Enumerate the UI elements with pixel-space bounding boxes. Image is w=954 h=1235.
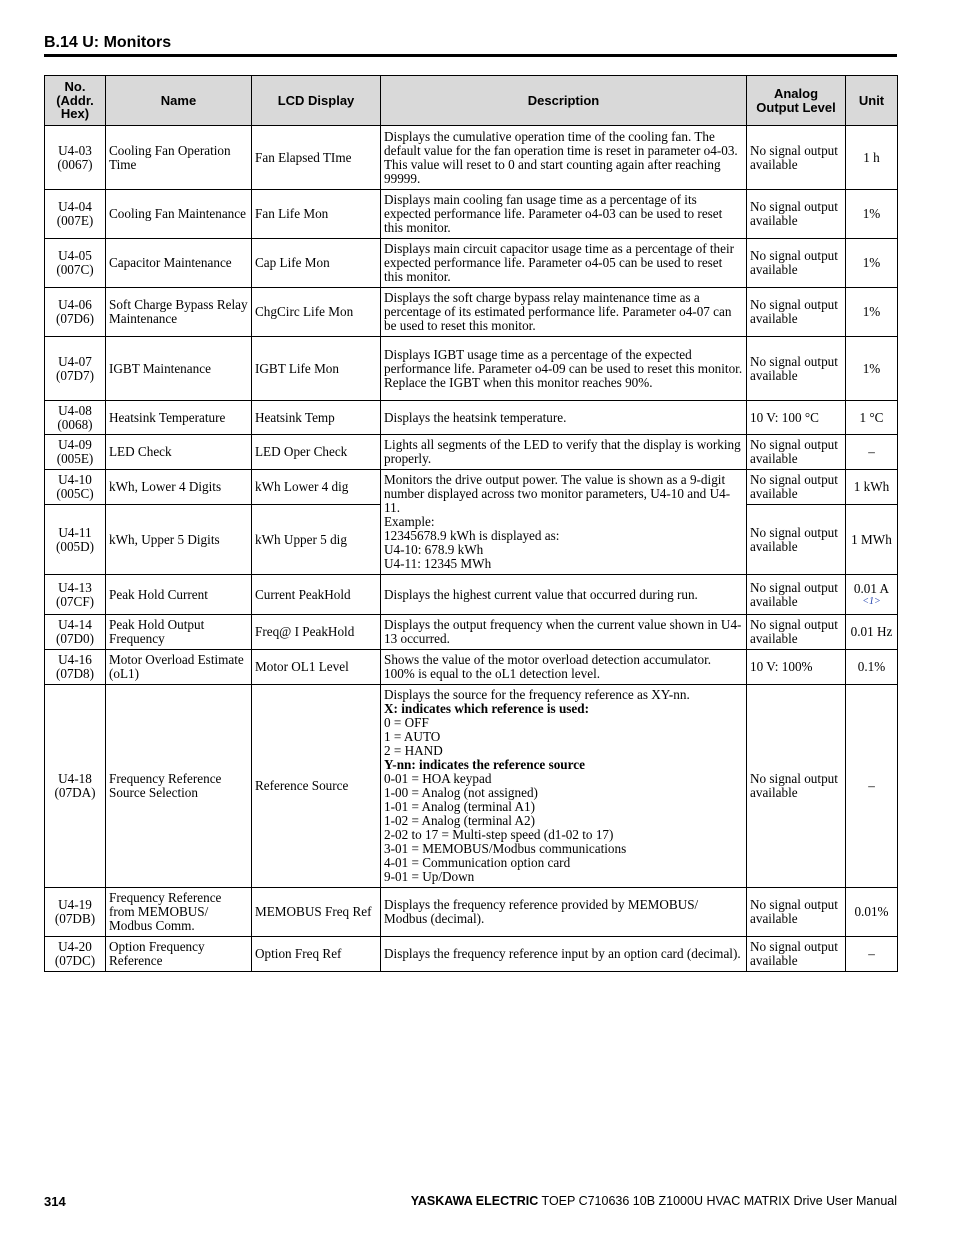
table-row: [45, 239, 898, 288]
description-line: 1-01 = Analog (terminal A1): [384, 799, 536, 814]
table-row: [45, 650, 898, 685]
cell-name: Peak Hold Output Frequency: [106, 615, 252, 650]
cell-description: [381, 615, 747, 650]
unit-value: 0.01 A: [853, 581, 890, 596]
description-line: 12345678.9 kWh is displayed as:: [384, 528, 560, 543]
cell-name: Heatsink Temperature: [106, 401, 252, 435]
cell-lcd: Freq@ I PeakHold: [252, 615, 381, 650]
unit-value: 0.1%: [857, 659, 886, 674]
title-rule: [44, 54, 897, 57]
cell-unit: [846, 685, 898, 888]
cell-no: U4-20 (07DC): [45, 937, 106, 972]
cell-analog: 10 V: 100%: [747, 650, 846, 685]
unit-value: 1 kWh: [853, 479, 890, 494]
cell-name: kWh, Upper 5 Digits: [106, 505, 252, 575]
cell-analog: No signal output available: [747, 615, 846, 650]
cell-analog: No signal output available: [747, 288, 846, 337]
cell-no: U4-16 (07D8): [45, 650, 106, 685]
cell-name: Cooling Fan Maintenance: [106, 190, 252, 239]
unit-value: 1%: [862, 360, 881, 376]
cell-analog: No signal output available: [747, 435, 846, 470]
table-row: [45, 575, 898, 615]
cell-lcd: Cap Life Mon: [252, 239, 381, 288]
description-line: X: indicates which reference is used:: [384, 701, 589, 716]
cell-no: U4-18 (07DA): [45, 685, 106, 888]
description-line: Displays the cumulative operation time of the cooling fan. The default value for the fan operation time is reset in parameter o4-03. This value will reset to 0 and start counting again after reaching 99999.: [384, 128, 738, 186]
cell-name: Frequency Reference Source Selection: [106, 685, 252, 888]
cell-name: Cooling Fan Operation Time: [106, 126, 252, 190]
cell-unit: [846, 288, 898, 337]
cell-name: IGBT Maintenance: [106, 337, 252, 401]
cell-description: [381, 337, 747, 401]
table-row: [45, 937, 898, 972]
cell-analog: No signal output available: [747, 239, 846, 288]
table-row: [45, 401, 898, 435]
table-row: [45, 190, 898, 239]
cell-lcd: IGBT Life Mon: [252, 337, 381, 401]
description-line: Displays the frequency reference provided by MEMOBUS/ Modbus (decimal).: [384, 897, 699, 926]
cell-analog: No signal output available: [747, 337, 846, 401]
cell-no: U4-06 (07D6): [45, 288, 106, 337]
cell-lcd: kWh Lower 4 dig: [252, 470, 381, 505]
cell-unit: [846, 575, 898, 615]
cell-name: Option Frequency Reference: [106, 937, 252, 972]
description-line: Lights all segments of the LED to verify that the display is working properly.: [384, 437, 741, 466]
cell-unit: [846, 239, 898, 288]
cell-lcd: Option Freq Ref: [252, 937, 381, 972]
footer-brand: YASKAWA ELECTRIC: [410, 1194, 539, 1208]
cell-description: [381, 470, 747, 575]
cell-name: Motor Overload Estimate (oL1): [106, 650, 252, 685]
cell-name: Soft Charge Bypass Relay Maintenance: [106, 288, 252, 337]
header-lcd: LCD Display: [252, 76, 381, 126]
header-unit: Unit: [846, 76, 898, 126]
section-title: B.14 U: Monitors: [44, 34, 172, 51]
unit-value: 1%: [862, 206, 881, 221]
cell-description: [381, 190, 747, 239]
cell-unit: [846, 470, 898, 505]
cell-unit: [846, 888, 898, 937]
header-no: No. (Addr. Hex): [45, 76, 106, 126]
description-line: Displays the highest current value that occurred during run.: [384, 586, 698, 602]
description-line: 0 = OFF: [384, 715, 429, 730]
cell-name: kWh, Lower 4 Digits: [106, 470, 252, 505]
cell-lcd: Current PeakHold: [252, 575, 381, 615]
cell-unit: [846, 435, 898, 470]
unit-value: –: [868, 444, 875, 459]
page-number: 314: [44, 1194, 66, 1209]
cell-analog: No signal output available: [747, 685, 846, 888]
description-line: Shows the value of the motor overload detection accumulator. 100% is equal to the oL1 detection level.: [384, 652, 712, 681]
cell-analog: No signal output available: [747, 470, 846, 505]
cell-description: [381, 126, 747, 190]
unit-value: 1 h: [863, 149, 880, 165]
table-row: [45, 470, 898, 505]
unit-value: 1%: [862, 255, 881, 270]
cell-description: [381, 888, 747, 937]
description-line: Displays the soft charge bypass relay maintenance time as a percentage of its estimated performance life. Parameter o4-07 can be used to reset this monitor.: [384, 290, 732, 333]
cell-lcd: Reference Source: [252, 685, 381, 888]
footnote-link[interactable]: <1>: [862, 596, 881, 607]
cell-unit: [846, 650, 898, 685]
description-line: U4-10: 678.9 kWh: [384, 542, 484, 557]
cell-analog: No signal output available: [747, 937, 846, 972]
cell-analog: No signal output available: [747, 575, 846, 615]
cell-no: U4-10 (005C): [45, 470, 106, 505]
header-name: Name: [106, 76, 252, 126]
cell-description: [381, 288, 747, 337]
cell-name: Capacitor Maintenance: [106, 239, 252, 288]
cell-analog: No signal output available: [747, 888, 846, 937]
cell-lcd: Fan Elapsed TIme: [252, 126, 381, 190]
description-line: Displays IGBT usage time as a percentage of the expected performance life. Parameter o4-09 can be used to reset this monitor.: [384, 346, 743, 376]
description-line: Displays the heatsink temperature.: [384, 409, 567, 425]
cell-name: Frequency Reference from MEMOBUS/ Modbus Comm.: [106, 888, 252, 937]
description-line: 9-01 = Up/Down: [384, 869, 475, 884]
cell-unit: [846, 337, 898, 401]
table-row: [45, 685, 898, 888]
description-line: 0-01 = HOA keypad: [384, 771, 492, 786]
cell-description: [381, 575, 747, 615]
cell-unit: [846, 190, 898, 239]
unit-value: –: [868, 778, 875, 793]
cell-no: U4-19 (07DB): [45, 888, 106, 937]
table-row: [45, 126, 898, 190]
unit-value: 0.01 Hz: [850, 624, 893, 639]
description-line: 1-02 = Analog (terminal A2): [384, 813, 536, 828]
description-line: 1 = AUTO: [384, 729, 441, 744]
cell-lcd: Fan Life Mon: [252, 190, 381, 239]
cell-unit: [846, 401, 898, 435]
cell-unit: [846, 615, 898, 650]
cell-unit: [846, 937, 898, 972]
description-line: Displays the source for the frequency reference as XY-nn.: [384, 687, 690, 702]
table-row: [45, 337, 898, 401]
cell-lcd: kWh Upper 5 dig: [252, 505, 381, 575]
cell-description: [381, 239, 747, 288]
table-row: [45, 888, 898, 937]
cell-lcd: ChgCirc Life Mon: [252, 288, 381, 337]
description-line: Y-nn: indicates the reference source: [384, 757, 585, 772]
description-line: Monitors the drive output power. The value is shown as a 9-digit number displayed across two monitor parameters, U4-10 and U4-11.: [384, 472, 731, 515]
cell-description: [381, 401, 747, 435]
cell-no: U4-08 (0068): [45, 401, 106, 435]
cell-lcd: Motor OL1 Level: [252, 650, 381, 685]
description-line: Displays main circuit capacitor usage time as a percentage of their expected performance life. Parameter o4-05 can be used to reset this monitor.: [384, 241, 735, 284]
footer-manual-title: TOEP C710636 10B Z1000U HVAC MATRIX Drive User Manual: [538, 1194, 897, 1208]
cell-no: U4-11 (005D): [45, 505, 106, 575]
table-row: [45, 288, 898, 337]
unit-value: 1%: [862, 304, 881, 319]
cell-no: U4-09 (005E): [45, 435, 106, 470]
cell-analog: No signal output available: [747, 190, 846, 239]
monitors-table: [44, 75, 898, 972]
cell-lcd: MEMOBUS Freq Ref: [252, 888, 381, 937]
description-line: 4-01 = Communication option card: [384, 855, 571, 870]
description-line: U4-11: 12345 MWh: [384, 556, 492, 571]
header-row: [45, 76, 898, 126]
unit-value: 1 °C: [859, 409, 884, 425]
description-line: Example:: [384, 514, 435, 529]
description-line: Displays the output frequency when the current value shown in U4-13 occurred.: [384, 617, 742, 646]
cell-no: U4-05 (007C): [45, 239, 106, 288]
header-analog: Analog Output Level: [747, 76, 846, 126]
description-line: Displays the frequency reference input by an option card (decimal).: [384, 946, 741, 961]
cell-no: U4-07 (07D7): [45, 337, 106, 401]
cell-no: U4-14 (07D0): [45, 615, 106, 650]
table-row: [45, 615, 898, 650]
description-line: 1-00 = Analog (not assigned): [384, 785, 538, 800]
cell-lcd: Heatsink Temp: [252, 401, 381, 435]
cell-unit: [846, 505, 898, 575]
unit-value: 1 MWh: [851, 531, 892, 547]
header-desc: Description: [381, 76, 747, 126]
cell-lcd: LED Oper Check: [252, 435, 381, 470]
cell-unit: [846, 126, 898, 190]
cell-name: LED Check: [106, 435, 252, 470]
cell-description: [381, 685, 747, 888]
cell-description: [381, 937, 747, 972]
description-line: 3-01 = MEMOBUS/Modbus communications: [384, 841, 627, 856]
unit-value: 0.01%: [854, 904, 889, 919]
cell-analog: No signal output available: [747, 505, 846, 575]
description-line: 2-02 to 17 = Multi-step speed (d1-02 to 17): [384, 827, 614, 842]
description-line: Displays main cooling fan usage time as a percentage of its expected performance life. Parameter o4-03 can be used to reset this monitor.: [384, 192, 723, 235]
cell-name: Peak Hold Current: [106, 575, 252, 615]
cell-description: [381, 435, 747, 470]
footer-manual: [411, 1194, 897, 1208]
cell-no: U4-03 (0067): [45, 126, 106, 190]
cell-no: U4-04 (007E): [45, 190, 106, 239]
table-body: [45, 126, 898, 972]
cell-description: [381, 650, 747, 685]
cell-no: U4-13 (07CF): [45, 575, 106, 615]
description-line: Replace the IGBT when this monitor reaches 90%.: [384, 374, 653, 390]
unit-value: –: [868, 946, 875, 961]
cell-analog: No signal output available: [747, 126, 846, 190]
table-row: [45, 435, 898, 470]
description-line: 2 = HAND: [384, 743, 443, 758]
cell-analog: 10 V: 100 °C: [747, 401, 846, 435]
